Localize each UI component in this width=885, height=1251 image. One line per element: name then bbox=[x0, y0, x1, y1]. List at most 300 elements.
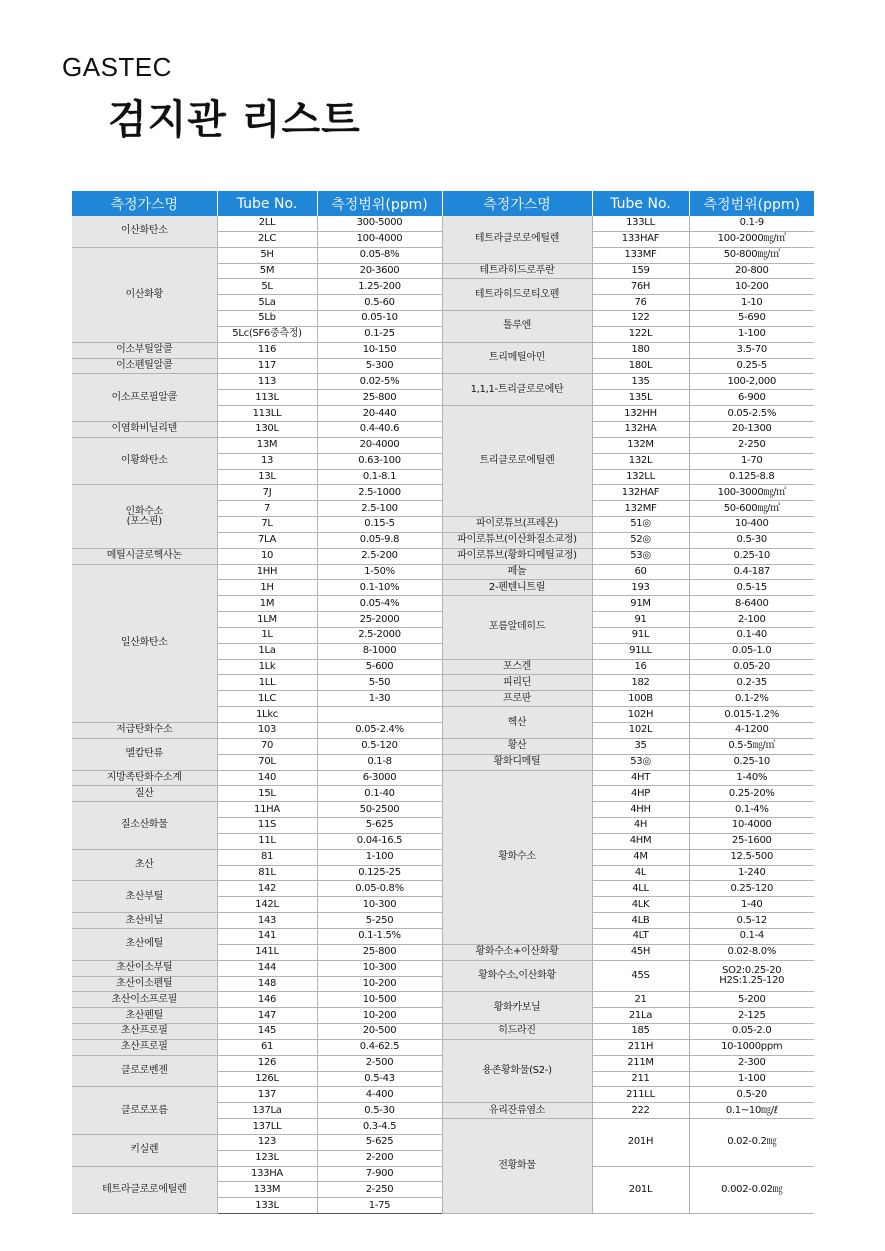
right-tube-no: 21 bbox=[592, 992, 689, 1008]
left-tube-no: 123 bbox=[217, 1134, 317, 1150]
right-tube-no: 52◎ bbox=[592, 532, 689, 548]
left-tube-no: 126 bbox=[217, 1055, 317, 1071]
right-range: 0.1~10㎎/ℓ bbox=[689, 1103, 814, 1119]
table-row bbox=[72, 374, 814, 390]
left-gas-name: 초산프로필 bbox=[72, 1039, 217, 1055]
left-range: 25-800 bbox=[317, 390, 442, 406]
left-tube-no: 2LC bbox=[217, 231, 317, 247]
left-range: 10-200 bbox=[317, 1008, 442, 1024]
right-range: 2-100 bbox=[689, 612, 814, 628]
right-range: 20-1300 bbox=[689, 421, 814, 437]
left-gas-name: 초산 bbox=[72, 849, 217, 881]
left-tube-no: 7L bbox=[217, 517, 317, 533]
right-range: 25-1600 bbox=[689, 833, 814, 849]
right-range: 100-2,000 bbox=[689, 374, 814, 390]
left-tube-no: 5Lb bbox=[217, 311, 317, 327]
left-tube-no: 141 bbox=[217, 928, 317, 944]
left-tube-no: 1La bbox=[217, 643, 317, 659]
left-tube-no: 113L bbox=[217, 390, 317, 406]
left-tube-no: 137La bbox=[217, 1103, 317, 1119]
left-range: 4-400 bbox=[317, 1087, 442, 1103]
left-gas-name: 초산프로필 bbox=[72, 1024, 217, 1040]
header-tube-no-left: Tube No. bbox=[217, 191, 317, 216]
right-gas-name: 프로판 bbox=[442, 691, 592, 707]
right-range: 1-240 bbox=[689, 865, 814, 881]
right-range: 0.05-2.0 bbox=[689, 1024, 814, 1040]
right-range: 0.1-4% bbox=[689, 802, 814, 818]
left-tube-no: 5M bbox=[217, 263, 317, 279]
left-range: 10-200 bbox=[317, 976, 442, 992]
right-tube-no: 4HH bbox=[592, 802, 689, 818]
left-gas-name: 이산화탄소 bbox=[72, 216, 217, 247]
right-tube-no: 45S bbox=[592, 960, 689, 992]
right-gas-name: 포스겐 bbox=[442, 659, 592, 675]
left-tube-no: 11L bbox=[217, 833, 317, 849]
left-tube-no: 143 bbox=[217, 913, 317, 929]
right-range: 0.002-0.02㎎ bbox=[689, 1166, 814, 1214]
left-tube-no: 137LL bbox=[217, 1119, 317, 1135]
left-range: 2.5-100 bbox=[317, 501, 442, 517]
left-tube-no: 1Lkc bbox=[217, 707, 317, 723]
right-gas-name: 황화수소+이산화황 bbox=[442, 944, 592, 960]
right-gas-name: 2-펜텐니트릴 bbox=[442, 580, 592, 596]
left-tube-no: 1Lk bbox=[217, 659, 317, 675]
right-tube-no: 76H bbox=[592, 279, 689, 295]
right-tube-no: 133HAF bbox=[592, 231, 689, 247]
right-tube-no: 135 bbox=[592, 374, 689, 390]
right-tube-no: 132M bbox=[592, 437, 689, 453]
left-range: 8-1000 bbox=[317, 643, 442, 659]
right-gas-name: 황화수소 bbox=[442, 770, 592, 944]
left-gas-name: 이소펜틸알콜 bbox=[72, 358, 217, 374]
left-range: 0.4-62.5 bbox=[317, 1039, 442, 1055]
left-tube-no: 113 bbox=[217, 374, 317, 390]
right-range: 0.5-12 bbox=[689, 913, 814, 929]
right-tube-no: 35 bbox=[592, 738, 689, 754]
right-tube-no: 4LB bbox=[592, 913, 689, 929]
left-gas-name: 이염화비닐리덴 bbox=[72, 421, 217, 437]
left-tube-no: 5La bbox=[217, 295, 317, 311]
left-range: 0.15-5 bbox=[317, 517, 442, 533]
left-tube-no: 7LA bbox=[217, 532, 317, 548]
right-gas-name: 황산 bbox=[442, 738, 592, 754]
left-range: 7-900 bbox=[317, 1166, 442, 1182]
right-tube-no: 122L bbox=[592, 326, 689, 342]
left-tube-no: 140 bbox=[217, 770, 317, 786]
right-tube-no: 91M bbox=[592, 596, 689, 612]
left-range: 1-50% bbox=[317, 564, 442, 580]
left-tube-no: 2LL bbox=[217, 216, 317, 231]
right-gas-name: 테트라클로로에틸렌 bbox=[442, 216, 592, 263]
left-range: 10-500 bbox=[317, 992, 442, 1008]
right-tube-no: 51◎ bbox=[592, 517, 689, 533]
left-gas-name: 초산이소부틸 bbox=[72, 960, 217, 976]
left-tube-no: 126L bbox=[217, 1071, 317, 1087]
right-range: 100-3000㎎/㎥ bbox=[689, 485, 814, 501]
left-tube-no: 1LM bbox=[217, 612, 317, 628]
left-range: 0.05-2.4% bbox=[317, 723, 442, 739]
right-tube-no: 16 bbox=[592, 659, 689, 675]
left-gas-name: 일산화탄소 bbox=[72, 564, 217, 722]
left-range: 0.5-120 bbox=[317, 738, 442, 754]
table-row bbox=[72, 216, 814, 231]
right-tube-no: 133LL bbox=[592, 216, 689, 231]
left-range: 1-100 bbox=[317, 849, 442, 865]
left-tube-no: 133M bbox=[217, 1182, 317, 1198]
right-range: 0.05-1.0 bbox=[689, 643, 814, 659]
left-range: 0.3-4.5 bbox=[317, 1119, 442, 1135]
right-tube-no: 60 bbox=[592, 564, 689, 580]
right-range: 10-400 bbox=[689, 517, 814, 533]
left-tube-no: 117 bbox=[217, 358, 317, 374]
right-range: 50-600㎎/㎥ bbox=[689, 501, 814, 517]
right-gas-name: 황화카보닐 bbox=[442, 992, 592, 1024]
left-range: 0.05-9.8 bbox=[317, 532, 442, 548]
left-range: 5-300 bbox=[317, 358, 442, 374]
left-tube-no: 5L bbox=[217, 279, 317, 295]
right-tube-no: 132L bbox=[592, 453, 689, 469]
left-range: 0.05-8% bbox=[317, 247, 442, 263]
left-range: 25-800 bbox=[317, 944, 442, 960]
left-gas-name: 멜캅탄류 bbox=[72, 738, 217, 770]
left-range: 1.25-200 bbox=[317, 279, 442, 295]
left-range: 0.02-5% bbox=[317, 374, 442, 390]
right-range: 6-900 bbox=[689, 390, 814, 406]
left-gas-name: 이산화황 bbox=[72, 247, 217, 342]
right-gas-name: 1,1,1-트리클로로에탄 bbox=[442, 374, 592, 406]
right-range: 0.25-5 bbox=[689, 358, 814, 374]
left-gas-name: 클로로벤젠 bbox=[72, 1055, 217, 1087]
right-range: 0.05-20 bbox=[689, 659, 814, 675]
left-range: 2-250 bbox=[317, 1182, 442, 1198]
left-gas-name: 이황화탄소 bbox=[72, 437, 217, 485]
left-range: 10-300 bbox=[317, 960, 442, 976]
right-tube-no: 133MF bbox=[592, 247, 689, 263]
left-gas-name: 초산펜틸 bbox=[72, 1008, 217, 1024]
left-tube-no: 147 bbox=[217, 1008, 317, 1024]
right-tube-no: 132MF bbox=[592, 501, 689, 517]
left-range: 0.5-30 bbox=[317, 1103, 442, 1119]
right-gas-name: 전황화물 bbox=[442, 1119, 592, 1214]
right-range: 0.2-35 bbox=[689, 675, 814, 691]
left-range: 20-440 bbox=[317, 406, 442, 422]
left-range: 0.05-4% bbox=[317, 596, 442, 612]
right-range: 5-200 bbox=[689, 992, 814, 1008]
left-tube-no: 15L bbox=[217, 786, 317, 802]
left-tube-no: 70L bbox=[217, 754, 317, 770]
left-range: 0.05-0.8% bbox=[317, 881, 442, 897]
left-tube-no: 141L bbox=[217, 944, 317, 960]
left-range: 100-4000 bbox=[317, 231, 442, 247]
left-range: 0.1-8.1 bbox=[317, 469, 442, 485]
left-tube-no: 1HH bbox=[217, 564, 317, 580]
right-gas-name: 황화수소,이산화황 bbox=[442, 960, 592, 992]
right-gas-name: 유리잔류염소 bbox=[442, 1103, 592, 1119]
right-range: 50-800㎎/㎥ bbox=[689, 247, 814, 263]
right-range: 0.015-1.2% bbox=[689, 707, 814, 723]
left-range: 2-500 bbox=[317, 1055, 442, 1071]
right-tube-no: 45H bbox=[592, 944, 689, 960]
right-gas-name: 히드라진 bbox=[442, 1024, 592, 1040]
right-gas-name: 테트라히드로티오펜 bbox=[442, 279, 592, 311]
right-tube-no: 185 bbox=[592, 1024, 689, 1040]
left-range: 0.1-1.5% bbox=[317, 928, 442, 944]
right-tube-no: 4LT bbox=[592, 928, 689, 944]
left-tube-no: 1H bbox=[217, 580, 317, 596]
right-range: 0.1-4 bbox=[689, 928, 814, 944]
left-gas-name: 초산이소프로필 bbox=[72, 992, 217, 1008]
right-range: 0.1-2% bbox=[689, 691, 814, 707]
right-range: 4-1200 bbox=[689, 723, 814, 739]
left-tube-no: 130L bbox=[217, 421, 317, 437]
table-row bbox=[72, 342, 814, 358]
left-tube-no: 103 bbox=[217, 723, 317, 739]
left-range: 0.125-25 bbox=[317, 865, 442, 881]
right-range: 0.125-8.8 bbox=[689, 469, 814, 485]
left-tube-no: 70 bbox=[217, 738, 317, 754]
table-row bbox=[72, 960, 814, 976]
left-range: 0.5-60 bbox=[317, 295, 442, 311]
right-range: 0.5-15 bbox=[689, 580, 814, 596]
right-range: 0.4-187 bbox=[689, 564, 814, 580]
left-tube-no: 7 bbox=[217, 501, 317, 517]
right-tube-no: 53◎ bbox=[592, 754, 689, 770]
left-tube-no: 81L bbox=[217, 865, 317, 881]
left-range: 0.05-10 bbox=[317, 311, 442, 327]
right-range: 0.5-20 bbox=[689, 1087, 814, 1103]
right-gas-name: 톨루엔 bbox=[442, 311, 592, 343]
right-range: 100-2000㎎/㎥ bbox=[689, 231, 814, 247]
left-tube-no: 144 bbox=[217, 960, 317, 976]
right-tube-no: 211H bbox=[592, 1039, 689, 1055]
right-range: 0.1-40 bbox=[689, 627, 814, 643]
right-tube-no: 100B bbox=[592, 691, 689, 707]
left-range: 5-625 bbox=[317, 818, 442, 834]
left-tube-no: 11S bbox=[217, 818, 317, 834]
left-range: 2.5-2000 bbox=[317, 627, 442, 643]
left-gas-name: 인화수소 (포스핀) bbox=[72, 485, 217, 548]
right-gas-name: 포름알데히드 bbox=[442, 596, 592, 659]
left-gas-name: 저급탄화수소 bbox=[72, 723, 217, 739]
right-tube-no: 132LL bbox=[592, 469, 689, 485]
right-tube-no: 201H bbox=[592, 1119, 689, 1167]
left-tube-no: 1LL bbox=[217, 675, 317, 691]
left-range: 2-200 bbox=[317, 1150, 442, 1166]
table-row bbox=[72, 770, 814, 786]
right-gas-name: 파이로튜브(프레온) bbox=[442, 517, 592, 533]
right-range: 0.25-120 bbox=[689, 881, 814, 897]
right-tube-no: 4M bbox=[592, 849, 689, 865]
right-range: 0.1-9 bbox=[689, 216, 814, 231]
left-tube-no: 7J bbox=[217, 485, 317, 501]
left-range: 5-625 bbox=[317, 1134, 442, 1150]
left-range: 10-300 bbox=[317, 897, 442, 913]
right-gas-name: 페놀 bbox=[442, 564, 592, 580]
left-tube-no: 148 bbox=[217, 976, 317, 992]
left-range: 5-250 bbox=[317, 913, 442, 929]
right-range: 1-100 bbox=[689, 1071, 814, 1087]
left-range: 20-4000 bbox=[317, 437, 442, 453]
left-tube-no: 13L bbox=[217, 469, 317, 485]
left-range: 0.1-40 bbox=[317, 786, 442, 802]
right-tube-no: 4H bbox=[592, 818, 689, 834]
left-tube-no: 13 bbox=[217, 453, 317, 469]
right-tube-no: 135L bbox=[592, 390, 689, 406]
left-gas-name: 초산에틸 bbox=[72, 928, 217, 960]
table-row bbox=[72, 738, 814, 754]
right-range: 0.25-20% bbox=[689, 786, 814, 802]
right-range: 1-40 bbox=[689, 897, 814, 913]
table-row bbox=[72, 992, 814, 1008]
left-tube-no: 11HA bbox=[217, 802, 317, 818]
left-gas-name: 테트라클로로에틸렌 bbox=[72, 1166, 217, 1214]
right-range: 1-100 bbox=[689, 326, 814, 342]
right-range: 1-10 bbox=[689, 295, 814, 311]
left-tube-no: 5H bbox=[217, 247, 317, 263]
table-row bbox=[72, 564, 814, 580]
right-gas-name: 황화디메틸 bbox=[442, 754, 592, 770]
left-tube-no: 142L bbox=[217, 897, 317, 913]
left-range: 20-500 bbox=[317, 1024, 442, 1040]
right-tube-no: 102L bbox=[592, 723, 689, 739]
left-range: 0.4-40.6 bbox=[317, 421, 442, 437]
right-tube-no: 4HT bbox=[592, 770, 689, 786]
table-row bbox=[72, 1024, 814, 1040]
right-tube-no: 76 bbox=[592, 295, 689, 311]
left-range: 10-150 bbox=[317, 342, 442, 358]
brand-name: GASTEC bbox=[62, 52, 172, 82]
right-tube-no: 132HA bbox=[592, 421, 689, 437]
left-tube-no: 146 bbox=[217, 992, 317, 1008]
right-tube-no: 201L bbox=[592, 1166, 689, 1214]
left-gas-name: 이소부틸알콜 bbox=[72, 342, 217, 358]
left-gas-name: 질소산화물 bbox=[72, 802, 217, 850]
left-tube-no: 1L bbox=[217, 627, 317, 643]
right-tube-no: 122 bbox=[592, 311, 689, 327]
left-range: 20-3600 bbox=[317, 263, 442, 279]
table-header-row bbox=[72, 191, 814, 216]
right-tube-no: 180L bbox=[592, 358, 689, 374]
left-range: 0.63-100 bbox=[317, 453, 442, 469]
right-range: 10-1000ppm bbox=[689, 1039, 814, 1055]
left-range: 0.04-16.5 bbox=[317, 833, 442, 849]
left-tube-no: 137 bbox=[217, 1087, 317, 1103]
left-range: 1-75 bbox=[317, 1198, 442, 1214]
right-range: 10-200 bbox=[689, 279, 814, 295]
right-tube-no: 4HP bbox=[592, 786, 689, 802]
left-range: 5-50 bbox=[317, 675, 442, 691]
right-tube-no: 132HAF bbox=[592, 485, 689, 501]
left-tube-no: 142 bbox=[217, 881, 317, 897]
left-tube-no: 133HA bbox=[217, 1166, 317, 1182]
right-range: 20-800 bbox=[689, 263, 814, 279]
right-gas-name: 피리딘 bbox=[442, 675, 592, 691]
right-range: 0.02-8.0% bbox=[689, 944, 814, 960]
right-tube-no: 180 bbox=[592, 342, 689, 358]
right-tube-no: 182 bbox=[592, 675, 689, 691]
right-tube-no: 4LL bbox=[592, 881, 689, 897]
right-gas-name: 헥산 bbox=[442, 707, 592, 739]
left-gas-name: 초산이소펜틸 bbox=[72, 976, 217, 992]
right-tube-no: 211 bbox=[592, 1071, 689, 1087]
right-range: 12.5-500 bbox=[689, 849, 814, 865]
right-range: 10-4000 bbox=[689, 818, 814, 834]
left-tube-no: 10 bbox=[217, 548, 317, 564]
right-tube-no: 222 bbox=[592, 1103, 689, 1119]
detector-tube-table bbox=[72, 191, 814, 1214]
right-tube-no: 4HM bbox=[592, 833, 689, 849]
left-range: 0.1-10% bbox=[317, 580, 442, 596]
right-tube-no: 21La bbox=[592, 1008, 689, 1024]
left-range: 300-5000 bbox=[317, 216, 442, 231]
right-gas-name: 용존황화물(S2-) bbox=[442, 1039, 592, 1102]
right-range: 0.02-0.2㎎ bbox=[689, 1119, 814, 1167]
right-range: SO2:0.25-20 H2S:1.25-120 bbox=[689, 960, 814, 992]
left-range: 50-2500 bbox=[317, 802, 442, 818]
header-gas-name-right: 측정가스명 bbox=[442, 191, 592, 216]
left-tube-no: 81 bbox=[217, 849, 317, 865]
left-tube-no: 113LL bbox=[217, 406, 317, 422]
right-tube-no: 102H bbox=[592, 707, 689, 723]
left-tube-no: 13M bbox=[217, 437, 317, 453]
right-gas-name: 파이로튜브(황화디메틸교정) bbox=[442, 548, 592, 564]
header-range-left: 측정범위(ppm) bbox=[317, 191, 442, 216]
right-tube-no: 211LL bbox=[592, 1087, 689, 1103]
right-tube-no: 193 bbox=[592, 580, 689, 596]
right-tube-no: 132HH bbox=[592, 406, 689, 422]
left-range: 0.1-8 bbox=[317, 754, 442, 770]
left-tube-no: 1M bbox=[217, 596, 317, 612]
right-range: 1-40% bbox=[689, 770, 814, 786]
left-gas-name: 메틸시클로헥사논 bbox=[72, 548, 217, 564]
left-range: 2.5-1000 bbox=[317, 485, 442, 501]
left-gas-name: 클로로포름 bbox=[72, 1087, 217, 1135]
left-gas-name: 지방족탄화수소계 bbox=[72, 770, 217, 786]
right-range: 0.5-30 bbox=[689, 532, 814, 548]
right-range: 0.05-2.5% bbox=[689, 406, 814, 422]
left-gas-name: 키실렌 bbox=[72, 1134, 217, 1166]
right-tube-no: 211M bbox=[592, 1055, 689, 1071]
right-tube-no: 159 bbox=[592, 263, 689, 279]
right-range: 2-300 bbox=[689, 1055, 814, 1071]
right-range: 8-6400 bbox=[689, 596, 814, 612]
header-gas-name-left: 측정가스명 bbox=[72, 191, 217, 216]
left-range: 2.5-200 bbox=[317, 548, 442, 564]
left-range: 0.5-43 bbox=[317, 1071, 442, 1087]
left-range: 1-30 bbox=[317, 691, 442, 707]
right-tube-no: 4L bbox=[592, 865, 689, 881]
header-range-right: 측정범위(ppm) bbox=[689, 191, 814, 216]
left-range: 5-600 bbox=[317, 659, 442, 675]
table-row bbox=[72, 548, 814, 564]
table-row bbox=[72, 1039, 814, 1055]
left-tube-no: 1LC bbox=[217, 691, 317, 707]
left-tube-no: 133L bbox=[217, 1198, 317, 1214]
left-tube-no: 145 bbox=[217, 1024, 317, 1040]
left-range bbox=[317, 707, 442, 723]
left-range: 0.1-25 bbox=[317, 326, 442, 342]
right-tube-no: 91 bbox=[592, 612, 689, 628]
right-range: 0.25-10 bbox=[689, 548, 814, 564]
table-body bbox=[72, 216, 814, 1214]
right-range: 2-125 bbox=[689, 1008, 814, 1024]
right-tube-no: 4LK bbox=[592, 897, 689, 913]
right-range: 0.25-10 bbox=[689, 754, 814, 770]
right-range: 0.5-5㎎/㎥ bbox=[689, 738, 814, 754]
left-tube-no: 5Lc(SF6중측정) bbox=[217, 326, 317, 342]
left-tube-no: 116 bbox=[217, 342, 317, 358]
right-tube-no: 91L bbox=[592, 627, 689, 643]
